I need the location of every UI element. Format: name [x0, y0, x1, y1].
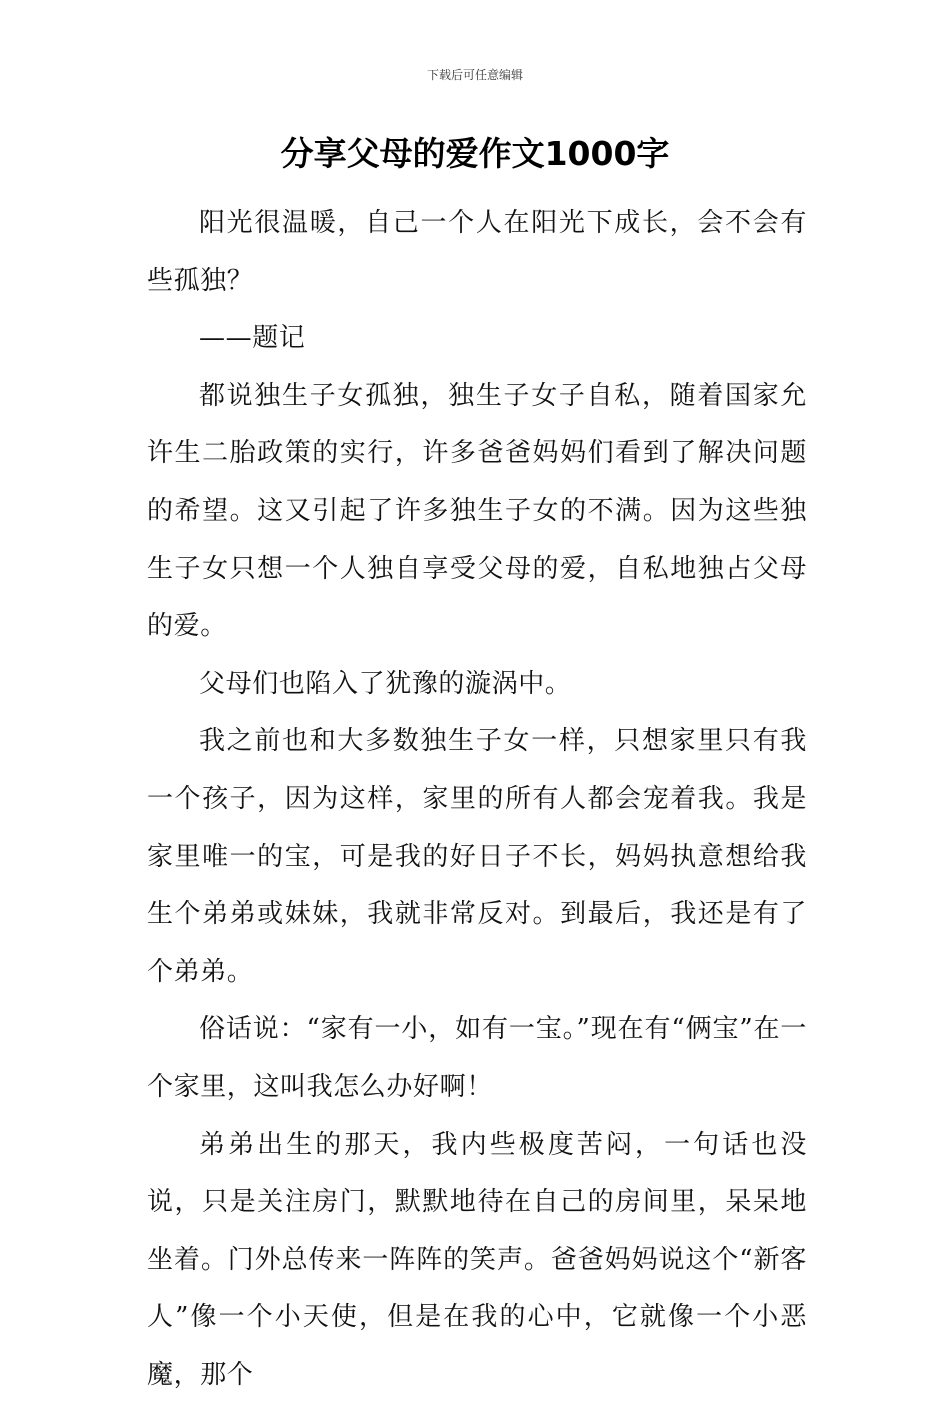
document-title: 分享父母的爱作文1000字 — [0, 128, 950, 175]
paragraph: 俗话说：“家有一小，如有一宝。”现在有“俩宝”在一个家里，这叫我怎么办好啊！ — [147, 1001, 807, 1116]
paragraph: 弟弟出生的那天，我内些极度苦闷，一句话也没说，只是关注房门，默默地待在自己的房间里，呆呆地坐着。门外总传来一阵阵的笑声。爸爸妈妈说这个“新客人”像一个小天使，但是在我的心中，它就像一个小恶魔，那个 — [147, 1117, 807, 1404]
document-body — [147, 195, 807, 1404]
paragraph: 阳光很温暖，自己一个人在阳光下成长，会不会有些孤独？ — [147, 195, 807, 310]
header-note: 下载后可任意编辑 — [0, 66, 950, 83]
paragraph: 都说独生子女孤独，独生子女子自私，随着国家允许生二胎政策的实行，许多爸爸妈妈们看到了解决问题的希望。这又引起了许多独生子女的不满。因为这些独生子女只想一个人独自享受父母的爱，自私地独占父母的爱。 — [147, 368, 807, 656]
paragraph: ——题记 — [147, 310, 807, 368]
paragraph: 父母们也陷入了犹豫的漩涡中。 — [147, 656, 807, 714]
paragraph: 我之前也和大多数独生子女一样，只想家里只有我一个孩子，因为这样，家里的所有人都会宠着我。我是家里唯一的宝，可是我的好日子不长，妈妈执意想给我生个弟弟或妹妹，我就非常反对。到最后，我还是有了个弟弟。 — [147, 713, 807, 1001]
